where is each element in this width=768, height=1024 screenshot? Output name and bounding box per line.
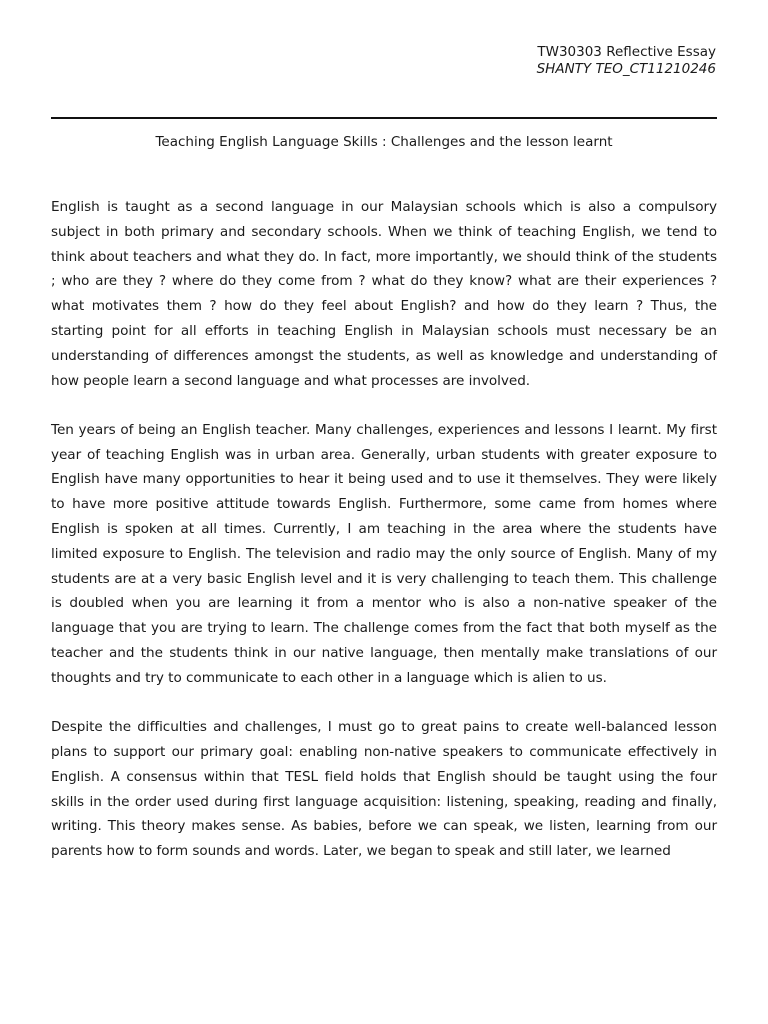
page-header <box>537 44 716 78</box>
header-divider <box>51 117 717 119</box>
paragraph-3: Despite the difficulties and challenges, I must go to great pains to create well-balanced lesson plans to support our primary goal: enabling non-native speakers to communicate effectively in English. A consensus within that TESL field holds that English should be taught using the four skills in the order used during first language acquisition: listening, speaking, reading and finally, writing. This theory makes sense. As babies, before we can speak, we listen, learning from our parents how to form sounds and words. Later, we began to speak and still later, we learned <box>51 719 717 860</box>
paragraph-1: English is taught as a second language in our Malaysian schools which is also a compulsory subject in both primary and secondary schools. When we think of teaching English, we tend to think about teachers and what they do. In fact, more importantly, we should think of the students ; who are they ? where do they come from ? what do they know? what are their experiences ? what motivates them ? how do they feel about English? and how do they learn ? Thus, the starting point for all efforts in teaching English in Malaysian schools must necessary be an understanding of differences amongst the students, as well as knowledge and understanding of how people learn a second language and what processes are involved. <box>51 199 717 389</box>
course-code: TW30303 Reflective Essay <box>537 44 716 60</box>
essay-title: Teaching English Language Skills : Challenges and the lesson learnt <box>155 134 613 150</box>
essay-body <box>51 195 717 888</box>
paragraph-2: Ten years of being an English teacher. Many challenges, experiences and lessons I learnt. My first year of teaching English was in urban area. Generally, urban students with greater exposure to English have many opportunities to hear it being used and to use it themselves. They were likely to have more positive attitude towards English. Furthermore, some came from homes where English is spoken at all times. Currently, I am teaching in the area where the students have limited exposure to English. The television and radio may the only source of English. Many of my students are at a very basic English level and it is very challenging to teach them. This challenge is doubled when you are learning it from a mentor who is also a non-native speaker of the language that you are trying to learn. The challenge comes from the fact that both myself as the teacher and the students think in our native language, then mentally make translations of our thoughts and try to communicate to each other in a language which is alien to us. <box>51 421 717 686</box>
author-id: SHANTY TEO_CT11210246 <box>536 61 716 77</box>
